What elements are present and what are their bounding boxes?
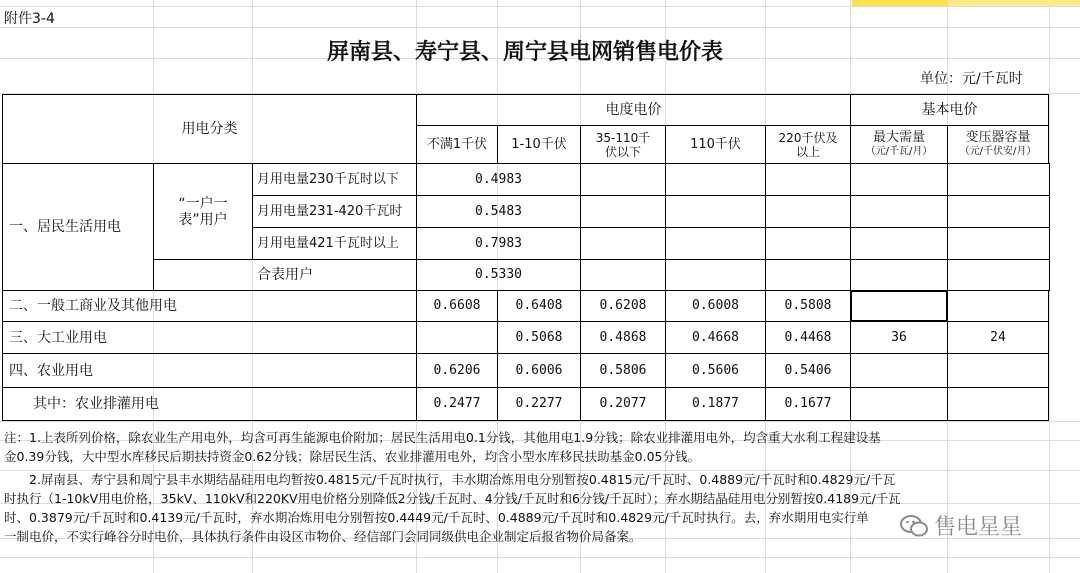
transformer-cell [947,387,1049,421]
empty-cell [665,227,766,260]
price-cell: 0.5068 [497,321,581,354]
note-line: 金0.39分钱，大中型水库移民后期扶持资金0.62分钱；除居民生活、农业排灌用电外，均含小型水库移民扶助基金0.05分钱。 [4,449,700,464]
empty-cell [665,195,766,228]
selected-cell-highlight [948,0,1080,6]
empty-cell [947,227,1050,260]
row-label: 四、农业用电 [2,353,417,388]
empty-cell [665,163,766,196]
note-line: 注：1.上表所列价格，除农业生产用电外，均含可再生能源电价附加；居民生活用电0.1分钱，其他用电1.9分钱；除农业排灌用电外，均含重大水利工程建设基 [4,430,881,445]
grid-row-line [0,27,1080,28]
max-demand-label: 最大需量 [872,129,925,145]
residential-label: 一、居民生活用电 [2,163,154,291]
wechat-icon [900,514,928,538]
shared-price: 0.5330 [416,259,581,291]
price-cell: 0.6006 [497,353,581,388]
row-label: 二、一般工商业及其他用电 [2,290,417,322]
price-cell: 0.5808 [765,290,851,322]
page-title: 屏南县、寿宁县、周宁县电网销售电价表 [326,39,723,65]
selected-cell-highlight [852,0,948,6]
note-line: 2.屏南县、寿宁县和周宁县丰水期结晶硅用电均暂按0.4815元/千瓦时执行，丰水期冶炼用电分别暂按0.4815元/千瓦时、0.4889元/千瓦时和0.4829元/千瓦 [4,472,896,487]
price-cell: 0.2477 [416,387,498,421]
transformer-cell [947,290,1049,322]
transformer-header [947,125,1049,164]
empty-cell [765,227,851,260]
empty-cell [850,195,948,228]
grid-row-line [0,557,1080,558]
max-demand-cell [850,387,948,421]
price-cell: 0.6208 [580,290,666,322]
price-cell: 0.4468 [765,321,851,354]
energy-price-header: 电度电价 [416,94,851,126]
price-cell: 0.1877 [665,387,766,421]
price-cell: 0.5606 [665,353,766,388]
empty-cell [765,195,851,228]
watermark-text: 售电星星 [934,515,1023,540]
empty-cell [580,195,666,228]
price-cell: 0.2277 [497,387,581,421]
grid-row-line [0,6,1080,7]
price-cell: 0.6206 [416,353,498,388]
note-line: 时执行（1-10kV用电价格，35kV、110kV和220KV用电价格分别降低2分钱/千瓦时、4分钱/千瓦时和6分钱/千瓦时）；弃水期结晶硅用电分别暂按0.4189元/千瓦 [4,491,901,506]
basic-price-header: 基本电价 [850,94,1049,126]
empty-cell [765,163,851,196]
empty-cell [580,259,666,291]
tier-price: 0.4983 [416,163,581,196]
max-demand-cell: 36 [850,321,948,354]
price-cell: 0.6608 [416,290,498,322]
attachment-label: 附件3-4 [4,11,55,27]
active-cell[interactable] [850,290,948,322]
one-meter-label: “一户一表”用户 [153,163,253,260]
price-cell: 0.4868 [580,321,666,354]
tier-label: 月用电量230千瓦时以下 [252,163,417,196]
empty-cell [850,227,948,260]
empty-cell [947,195,1050,228]
transformer-cell: 24 [947,321,1049,354]
tier-price: 0.7983 [416,227,581,260]
max-demand-unit: （元/千瓦/月） [865,145,933,157]
transformer-label: 变压器容量 [965,129,1031,145]
unit-label: 单位：元/千瓦时 [920,71,1023,87]
price-cell: 0.5806 [580,353,666,388]
empty-cell [665,259,766,291]
price-cell [416,321,498,354]
empty-cell [580,163,666,196]
price-cell: 0.1677 [765,387,851,421]
note-line: 一制电价，不实行峰谷分时电价，具体执行条件由设区市物价、经信部门会同同级供电企业制定后报省物价局备案。 [4,529,642,544]
note-line: 时、0.3879元/千瓦时和0.4139元/千瓦时，弃水期冶炼用电分别暂按0.4449元/千瓦时、0.4889元/千瓦时和0.4829元/千瓦时执行。去，弃水期用电实行单 [4,510,869,525]
col-header: 220千伏及以上 [765,125,851,164]
shared-meter-label: 合表用户 [153,259,417,291]
category-header: 用电分类 [2,94,417,164]
max-demand-header [850,125,948,164]
col-header: 35-110千伏以下 [580,125,666,164]
empty-cell [947,259,1050,291]
price-cell: 0.4668 [665,321,766,354]
price-cell: 0.2077 [580,387,666,421]
grid-row-line [0,421,1080,422]
empty-cell [765,259,851,291]
price-cell: 0.6008 [665,290,766,322]
empty-cell [947,163,1050,196]
empty-cell [580,227,666,260]
row-label: 三、大工业用电 [2,321,417,354]
col-header: 1-10千伏 [497,125,581,164]
row-label: 其中：农业排灌用电 [2,387,417,421]
empty-cell [850,259,948,291]
empty-cell [850,163,948,196]
transformer-unit: （元/千伏安/月） [959,145,1037,157]
max-demand-cell [850,353,948,388]
tier-price: 0.5483 [416,195,581,228]
tier-label: 月用电量231-420千瓦时 [252,195,417,228]
watermark [900,510,1022,541]
tier-label: 月用电量421千瓦时以上 [252,227,417,260]
price-cell: 0.5406 [765,353,851,388]
transformer-cell [947,353,1049,388]
col-header: 110千伏 [665,125,766,164]
col-header: 不满1千伏 [416,125,498,164]
price-cell: 0.6408 [497,290,581,322]
